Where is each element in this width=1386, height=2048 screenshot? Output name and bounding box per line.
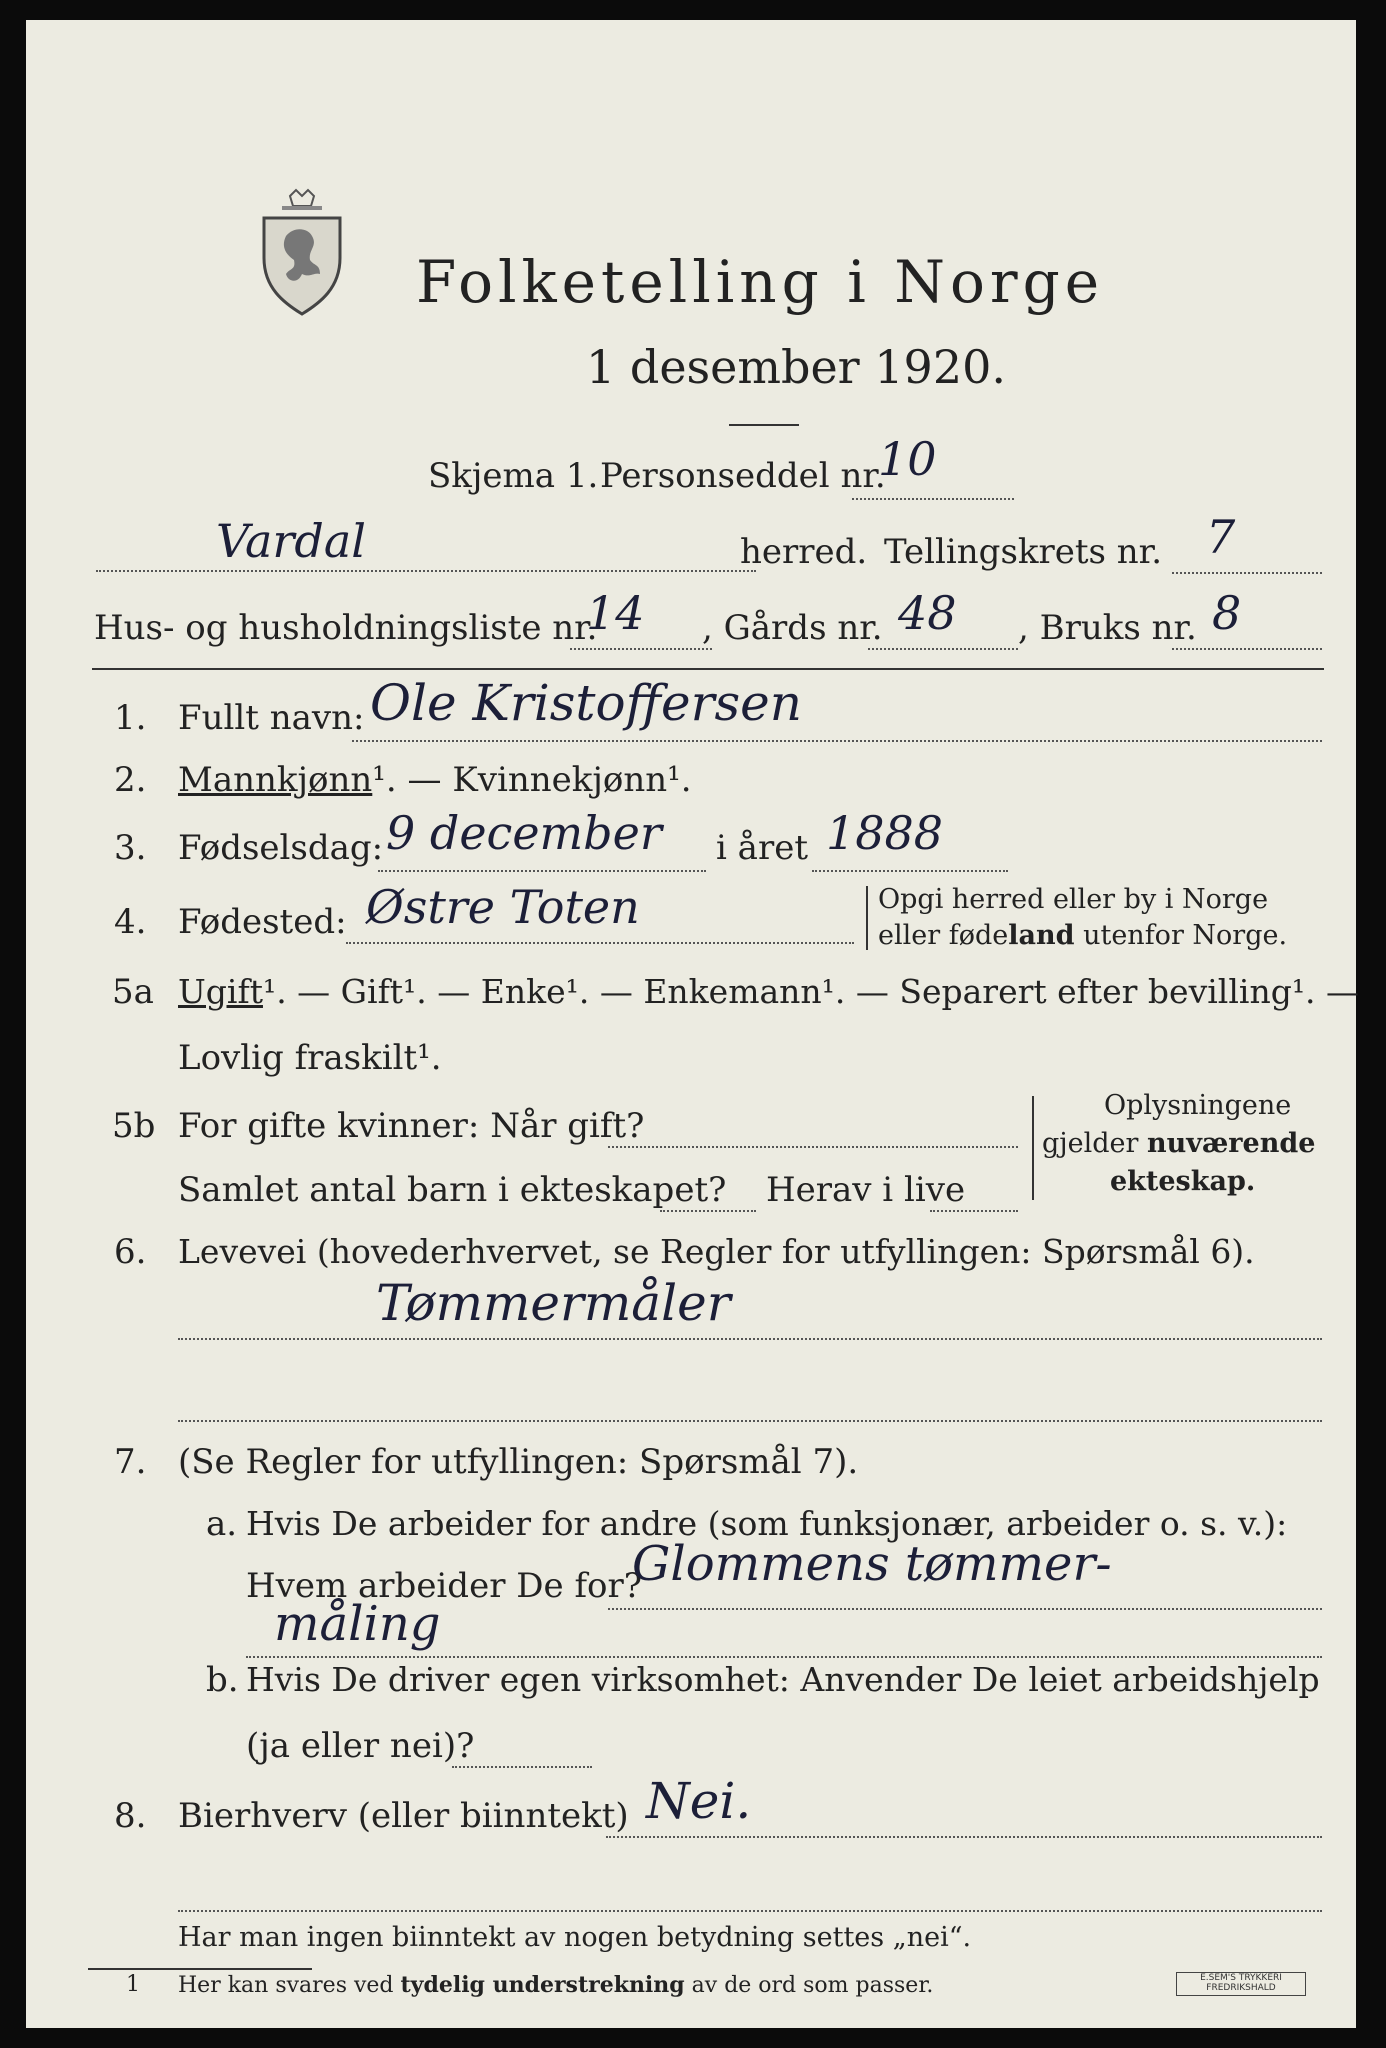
q3-number: 3. — [114, 828, 147, 868]
q5b-children-line — [660, 1210, 756, 1212]
personseddel-number-field[interactable]: 10 — [878, 432, 937, 486]
q6-line2 — [178, 1420, 1322, 1422]
q8-number: 8. — [114, 1796, 147, 1836]
tellingskrets-label: Tellingskrets nr. — [884, 532, 1163, 572]
q5b-number: 5b — [112, 1106, 156, 1146]
herred-field[interactable]: Vardal — [216, 514, 366, 568]
q6-line1 — [178, 1338, 1322, 1340]
side-income-note: Har man ingen biinntekt av nogen betydning settes „nei“. — [178, 1922, 972, 1953]
q5a-number: 5a — [112, 972, 154, 1012]
q7a-label: Hvis De arbeider for andre (som funksjonær, arbeider o. s. v.): — [246, 1504, 1288, 1543]
q5a-ugift-option[interactable]: Ugift — [178, 972, 263, 1011]
husliste-label: Hus- og husholdningsliste nr. — [94, 608, 598, 648]
q7a-sub-label: Hvem arbeider De for? — [246, 1566, 642, 1606]
footnote-rule — [88, 1968, 312, 1970]
q2-sex-options — [178, 760, 692, 800]
husliste-field[interactable]: 14 — [586, 586, 645, 640]
q4-label: Fødested: — [178, 902, 347, 942]
gards-field[interactable]: 48 — [898, 586, 957, 640]
q3-year-line — [812, 870, 1008, 872]
q4-line — [346, 942, 854, 944]
q2-mannkjonn-option[interactable]: Mannkjønn — [178, 760, 373, 800]
q7a-line1 — [608, 1608, 1322, 1610]
q4-note-line2: eller fødeland utenfor Norge. — [878, 920, 1288, 951]
q8-line1 — [606, 1836, 1322, 1838]
q7-number: 7. — [114, 1442, 147, 1482]
q3-label: Fødselsdag: — [178, 828, 384, 868]
herred-label: herred. — [740, 532, 868, 572]
q4-note-line1: Opgi herred eller by i Norge — [878, 884, 1269, 915]
footnote-number: 1 — [126, 1972, 140, 1997]
q5b-note-brace — [1032, 1096, 1034, 1200]
husliste-line — [570, 648, 712, 650]
q5a-line2: Lovlig fraskilt¹. — [178, 1038, 442, 1078]
q7a-line2 — [246, 1656, 1322, 1658]
personseddel-line — [852, 498, 1014, 500]
q7-label: (Se Regler for utfyllingen: Spørsmål 7). — [178, 1442, 859, 1482]
q5b-note-line2: gjelder nuværende — [1042, 1128, 1316, 1159]
bruks-field[interactable]: 8 — [1212, 586, 1242, 640]
form-title: Folketelling i Norge — [416, 248, 1105, 316]
q5b-when-line — [608, 1146, 1018, 1148]
q8-line2 — [178, 1910, 1322, 1912]
q5b-label3: Herav i live — [766, 1170, 966, 1210]
q7b-label: Hvis De driver egen virksomhet: Anvender De leiet arbeidshjelp — [246, 1660, 1320, 1699]
q7b-number: b. — [206, 1660, 239, 1700]
q6-number: 6. — [114, 1232, 147, 1272]
employer-field-line2[interactable]: måling — [274, 1596, 441, 1652]
census-date: 1 desember 1920. — [586, 340, 1006, 394]
norwegian-coat-of-arms-icon — [252, 188, 352, 316]
q1-line — [352, 740, 1322, 742]
personseddel-label: Personseddel nr. — [600, 456, 886, 496]
occupation-field[interactable]: Tømmermåler — [376, 1274, 731, 1332]
census-form-page — [26, 20, 1360, 2028]
tellingskrets-field[interactable]: 7 — [1206, 510, 1236, 564]
herred-line — [96, 570, 756, 572]
birth-year-field[interactable]: 1888 — [826, 806, 944, 860]
gards-line — [868, 648, 1018, 650]
q5a-marital-options — [178, 972, 1359, 1011]
q5b-alive-line — [930, 1210, 1018, 1212]
bruks-line — [1172, 648, 1322, 650]
q5b-label1: For gifte kvinner: Når gift? — [178, 1106, 645, 1146]
birthplace-field[interactable]: Østre Toten — [366, 880, 640, 934]
q5b-label2: Samlet antal barn i ekteskapet? — [178, 1170, 727, 1210]
q7a-number: a. — [206, 1504, 238, 1544]
title-divider — [729, 424, 799, 426]
header-rule — [92, 668, 1324, 670]
bruks-label: , Bruks nr. — [1018, 608, 1197, 648]
printer-stamp: E.SEM'S TRYKKERI FREDRIKSHALD — [1176, 1972, 1306, 1996]
q5b-note-line3: ekteskap. — [1110, 1166, 1256, 1197]
q3-day-line — [378, 870, 706, 872]
q7b-line — [452, 1766, 592, 1768]
q2-number: 2. — [114, 760, 147, 800]
side-income-field[interactable]: Nei. — [646, 1772, 752, 1830]
tellingskrets-line — [1172, 572, 1322, 574]
q1-number: 1. — [114, 698, 147, 738]
footnote-text: Her kan svares ved tydelig understrekning av de ord som passer. — [178, 1972, 934, 1998]
q5a-other-options: ¹. — Gift¹. — Enke¹. — Enkemann¹. — Separert efter bevilling¹. — — [262, 972, 1360, 1011]
full-name-field[interactable]: Ole Kristoffersen — [370, 674, 802, 732]
q8-label: Bierhverv (eller biinntekt) — [178, 1796, 629, 1836]
gards-label: , Gårds nr. — [702, 608, 883, 648]
q2-other-options: ¹. — Kvinnekjønn¹. — [372, 760, 692, 800]
employer-field-line1[interactable]: Glommens tømmer- — [632, 1536, 1112, 1592]
q4-number: 4. — [114, 902, 147, 942]
q6-label: Levevei (hovederhvervet, se Regler for utfyllingen: Spørsmål 6). — [178, 1232, 1255, 1271]
schema-label: Skjema 1. — [428, 456, 599, 496]
q5b-note-line1: Oplysningene — [1104, 1090, 1292, 1121]
birthdate-field[interactable]: 9 december — [386, 806, 662, 860]
q1-label: Fullt navn: — [178, 698, 365, 738]
q7b-sub-label: (ja eller nei)? — [246, 1726, 475, 1766]
q3-year-label: i året — [716, 828, 808, 868]
q4-note-brace — [866, 886, 868, 950]
